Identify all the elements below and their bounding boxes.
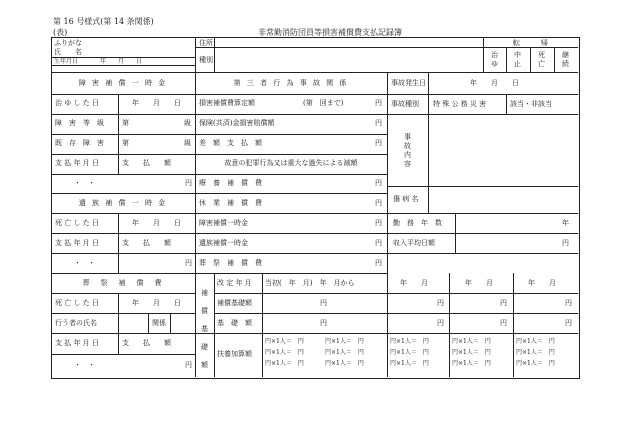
name-label: 氏 名 xyxy=(54,48,82,56)
base-comp-yen-2: 円 xyxy=(500,299,507,307)
pay-dots-1: ・ ・ xyxy=(74,179,95,187)
dep-line-a2: 円×1人＝ 円 xyxy=(265,349,304,356)
accident-date-label: 事故発生日 xyxy=(391,79,426,87)
accident-content-label: 事故内容 xyxy=(404,133,411,168)
pay-date-label-1: 支 払 年 月 日 xyxy=(55,159,99,167)
criminal-label: 故意の犯罪行為又は重大な過失による減額 xyxy=(224,159,358,167)
ym-col3: 年 月 xyxy=(528,279,556,287)
base-comp-yen-1: 円 xyxy=(437,299,444,307)
pay-amount-label-3: 支 払 額 xyxy=(122,339,171,347)
pay-dots-2: ・ ・ xyxy=(74,259,95,267)
existing-kyu: 級 xyxy=(184,139,191,147)
insurance-yen: 円 xyxy=(375,119,382,127)
base-comp-yen-3: 円 xyxy=(565,299,572,307)
decided-note: (第 回まで) xyxy=(303,99,344,107)
accident-date-ymd: 年 月 日 xyxy=(470,79,519,87)
base-yen-2: 円 xyxy=(500,319,507,327)
outcome-death: 死亡 xyxy=(538,51,545,68)
pay-dots-3: ・ ・ xyxy=(74,361,95,369)
outcome-mid: 中止 xyxy=(514,51,521,68)
grade-dai: 第 xyxy=(122,119,129,127)
death-date-label: 死 亡 し た 日 xyxy=(55,219,99,227)
funeral-death-ymd: 年 月 日 xyxy=(132,299,181,307)
death-date-ymd: 年 月 日 xyxy=(132,219,181,227)
funeral-comp-yen: 円 xyxy=(375,259,382,267)
dep-line-a1: 円×1人＝ 円 xyxy=(265,338,304,345)
pay-yen-3: 円 xyxy=(185,361,192,369)
dep-line-c2: 円×1人＝ 円 xyxy=(390,349,429,356)
current-from-label: 当初( 年 月) 年 月から xyxy=(265,279,355,287)
sec-funeral: 葬 祭 補 償 費 xyxy=(82,279,164,287)
diff-yen: 円 xyxy=(375,139,382,147)
sec-third-party: 第 三 者 行 為 事 故 関 係 xyxy=(233,79,349,87)
dep-line-b2: 円×1人＝ 円 xyxy=(325,349,364,356)
existing-label: 既 存 障 害 xyxy=(55,139,104,147)
pay-amount-label-1: 支 払 額 xyxy=(122,159,171,167)
dep-line-a3: 円×1人＝ 円 xyxy=(265,360,304,367)
outcome-continue: 継続 xyxy=(562,51,569,68)
furigana-label: ふりがな xyxy=(54,39,82,47)
dep-line-c1: 円×1人＝ 円 xyxy=(390,338,429,345)
heal-date-ymd: 年 月 日 xyxy=(132,99,181,107)
outcome-label: 転 帰 xyxy=(513,39,548,47)
base-comp-yen-0: 円 xyxy=(320,299,327,307)
pay-yen-1: 円 xyxy=(185,179,192,187)
base-yen-0: 円 xyxy=(320,319,327,327)
supplement-vertical-label: 補償基礎額 xyxy=(201,289,208,369)
funeral-comp-label: 葬 祭 補 償 費 xyxy=(199,259,262,267)
special-duty-label: 特 殊 公 務 災 害 xyxy=(433,100,487,108)
dep-add-label: 扶養加算額 xyxy=(217,350,252,358)
outcome-heal: 治ゆ xyxy=(491,51,498,68)
pay-amount-label-2: 支 払 額 xyxy=(122,239,171,247)
existing-dai: 第 xyxy=(122,139,129,147)
pay-date-label-3: 支 払 年 月 日 xyxy=(55,339,99,347)
disability-grade-label: 障 害 等 級 xyxy=(55,119,104,127)
medical-label: 療 養 補 償 費 xyxy=(199,179,262,187)
avg-income-yen: 円 xyxy=(562,239,569,247)
form-frame xyxy=(51,37,580,379)
funeral-death-date-label: 死 亡 し た 日 xyxy=(55,299,99,307)
survivor-lump-yen: 円 xyxy=(375,239,382,247)
form-side: (表) xyxy=(53,28,68,37)
insurance-label: 保険(共済)金損害賠償額 xyxy=(199,119,275,127)
grade-kyu: 級 xyxy=(184,119,191,127)
dep-line-e1: 円×1人＝ 円 xyxy=(516,338,555,345)
base-yen-1: 円 xyxy=(437,319,444,327)
dep-line-d2: 円×1人＝ 円 xyxy=(452,349,491,356)
survivor-lump-label: 遺族補償一時金 xyxy=(199,239,248,247)
rev-date-label: 改 定 年 月 xyxy=(217,279,252,287)
base-label: 基 礎 額 xyxy=(217,319,252,327)
avg-income-label: 収入平均日額 xyxy=(393,239,435,247)
sec-survivor-lump: 遺 族 補 償 一 時 金 xyxy=(78,199,168,207)
leave-label: 休 業 補 償 費 xyxy=(199,199,262,207)
diff-label: 差 額 支 払 額 xyxy=(199,139,262,147)
decided-label: 損害補償費算定額 xyxy=(199,99,255,107)
birth-ymd: 年 月 日 xyxy=(100,58,143,65)
injury-label: 傷 病 名 xyxy=(393,195,419,203)
form-title: 非常勤消防団員等損害補償費支払記録簿 xyxy=(258,28,402,37)
service-years-label: 勤 務 年 数 xyxy=(393,219,442,227)
dep-line-e3: 円×1人＝ 円 xyxy=(516,360,555,367)
birth-label: 生年月日 xyxy=(54,58,79,65)
form-number: 第 16 号様式(第 14 条関係) xyxy=(53,17,154,26)
sec-disability-lump: 障 害 補 償 一 時 金 xyxy=(78,79,168,87)
ym-col2: 年 月 xyxy=(465,279,493,287)
dep-line-b3: 円×1人＝ 円 xyxy=(325,360,364,367)
decided-yen: 円 xyxy=(375,99,382,107)
disability-lump-label: 障害補償一時金 xyxy=(199,219,248,227)
performer-label: 行う者の氏名 xyxy=(55,319,97,327)
base-yen-3: 円 xyxy=(565,319,572,327)
dep-line-c3: 円×1人＝ 円 xyxy=(390,360,429,367)
pay-date-label-2: 支 払 年 月 日 xyxy=(55,239,99,247)
applicable-label: 該当・非該当 xyxy=(510,100,552,108)
dep-line-b1: 円×1人＝ 円 xyxy=(325,338,364,345)
category-label: 種別 xyxy=(199,56,213,64)
base-comp-label: 補償基礎額 xyxy=(217,299,252,307)
service-years-unit: 年 xyxy=(562,219,569,227)
dep-line-e2: 円×1人＝ 円 xyxy=(516,349,555,356)
accident-type-label: 事故種別 xyxy=(391,100,419,108)
dep-line-d3: 円×1人＝ 円 xyxy=(452,360,491,367)
ym-col1: 年 月 xyxy=(400,279,428,287)
leave-yen: 円 xyxy=(375,199,382,207)
dep-line-d1: 円×1人＝ 円 xyxy=(452,338,491,345)
pay-yen-2: 円 xyxy=(185,259,192,267)
address-label: 住所 xyxy=(199,39,213,47)
heal-date-label: 治 ゆ し た 日 xyxy=(55,99,99,107)
disability-lump-yen: 円 xyxy=(375,219,382,227)
relation-label: 関係 xyxy=(152,319,166,327)
medical-yen: 円 xyxy=(375,179,382,187)
